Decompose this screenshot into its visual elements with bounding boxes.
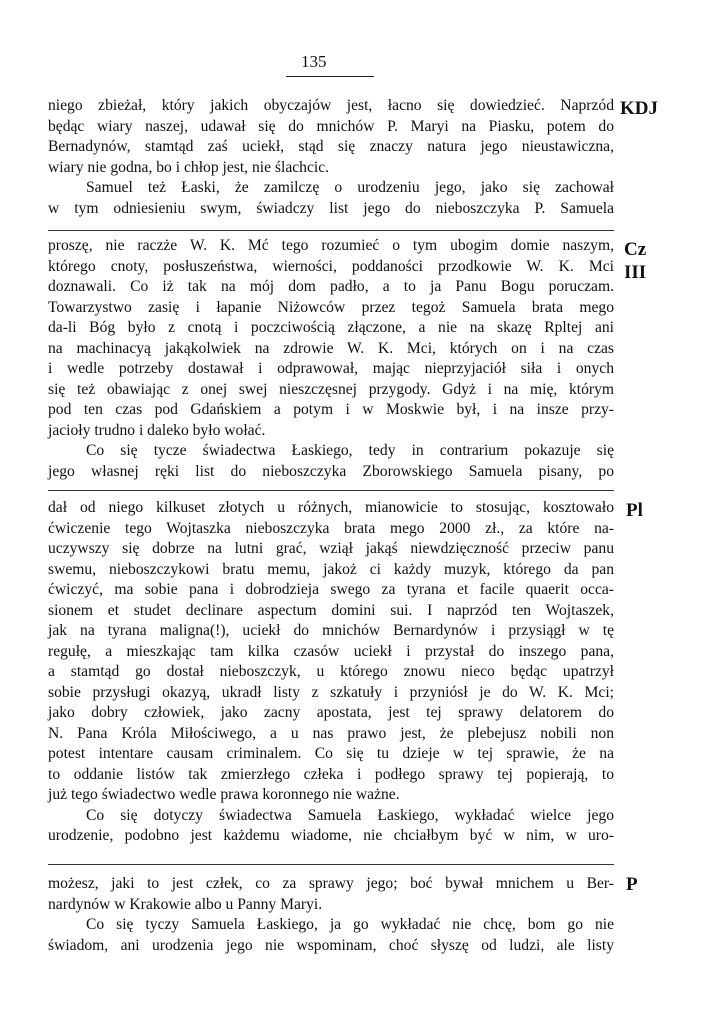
section-marker-cz-iii: Cz III — [624, 239, 647, 283]
text-line: Bernadynów, stamtąd zaś uciekł, stąd się znaczy natura jego nieustawiczna, — [48, 138, 614, 155]
text-line: i wedle potrzeby dostawał i odprawował, mając nieprzyjaciół siła i onych — [48, 360, 614, 377]
text-line: sobie przysługi okazyą, ukradł listy z szkatuły i przyniósł je do W. K. Mci; — [48, 683, 614, 701]
text-line: wiary nie godna, bo i chłop jest, nie ślachcic. — [48, 158, 330, 176]
text-line: N. Pana Króla Miłościwego, a u nas prawo jest, że plebejusz nobili non — [48, 724, 614, 742]
text-line: swemu, nieboszczykowi bratu memu, jakoż ci każdy muzyk, którego da pan — [48, 560, 614, 578]
section-marker-p: P — [626, 874, 638, 895]
section-p — [48, 874, 614, 956]
text-line: którego cnoty, posłuszeństwa, wierności, poddaności przodkowie W. K. Mci — [48, 257, 614, 275]
section-marker-pl: Pl — [626, 500, 643, 521]
text-line: to oddanie listów tak zmierzłego człeka i podłego sprawy tej popierają, to — [48, 765, 614, 783]
text-line: uczywszy się dobrze na lutni grać, wziął jakąś niewdzięczność przeciw panu — [48, 540, 614, 557]
text-line: w tym odniesieniu swym, świadczy list jego do nieboszczyka P. Samuela — [48, 199, 614, 217]
page-number: 135 — [301, 52, 327, 71]
text-line: świadom, ani urodzenia jego nie wspominam, choć słyszę od ludzi, ale listy — [48, 936, 614, 954]
text-line: pod ten czas pod Gdańskiem a potym i w Moskwie był, i na insze przy- — [48, 401, 614, 418]
text-line: Co się dotyczy świadectwa Samuela Łaskiego, wykładać wielce jego — [86, 806, 614, 824]
section-divider — [48, 490, 614, 491]
section-pl — [48, 498, 614, 847]
text-line: jego własnej ręki list do nieboszczyka Zborowskiego Samuela pisany, po — [48, 462, 614, 480]
text-line: Co się tyczy Samuela Łaskiego, ja go wykładać nie chcę, bom go nie — [86, 916, 614, 933]
section-marker-kdj: KDJ — [620, 98, 658, 119]
text-line: możesz, jaki to jest człek, co za sprawy jego; boć bywał mnichem u Ber- — [48, 875, 614, 892]
text-line: nardynów w Krakowie albo u Panny Maryi. — [48, 895, 323, 913]
text-line: urodzenie, podobno jest każdemu wiadome, nie chciałbym być w nim, w uro- — [48, 827, 614, 844]
text-line: Towarzystwo zasię i łapanie Niżowców przez tegoż Samuela brata mego — [48, 298, 614, 316]
text-line: Samuel też Łaski, że zamilczę o urodzeniu jego, jako się zachował — [86, 179, 614, 196]
section-kdj — [48, 96, 614, 219]
text-line: będąc wiary naszej, udawał się do mnichów P. Maryi na Piasku, potem do — [48, 117, 614, 135]
text-line: już tego świadectwo wedle prawa koronnego nie ważne. — [48, 786, 400, 803]
text-line: ćwiczyć, ma sobie pana i dobrodzieja swego za tyrana et facile quaerit occa- — [48, 581, 614, 598]
section-divider — [48, 864, 614, 865]
text-line: ćwiczenie tego Wojtaszka nieboszczyka brata mego 2000 zł., za które na- — [48, 519, 614, 537]
text-line: potest intentare causam criminalem. Co się tu dzieje w tej sprawie, że na — [48, 745, 614, 762]
text-line: proszę, nie raczże W. K. Mć tego rozumieć o tym ubogim domie naszym, — [48, 237, 614, 254]
text-line: sionem et studet declinare aspectum domini sui. I naprzód ten Wojtaszek, — [48, 601, 614, 619]
text-line: niego zbieżał, który jakich obyczajów jest, łacno się dowiedzieć. Naprzód — [48, 97, 614, 114]
page-number-underline — [286, 76, 374, 77]
text-line: da-li Bóg było z cnotą i poczciwością złączone, a nie na skazę Rpltej ani — [48, 319, 614, 336]
text-line: na machinacyą jakąkolwiek na zdrowie W. K. Mci, których on i na czas — [48, 339, 614, 357]
text-line: jacioły trudno i daleko było wołać. — [48, 421, 266, 439]
text-line: dał od niego kilkuset złotych u różnych, mianowicie to stosując, kosztowało — [48, 499, 614, 516]
text-line: się też obawiając z onej swej nieszczęsnej przygody. Gdyż i na mię, którym — [48, 380, 614, 398]
text-line: Co się tycze świadectwa Łaskiego, tedy in contrarium pokazuje się — [86, 442, 614, 459]
section-cz-iii — [48, 236, 614, 482]
text-line: regułę, a mieszkając tam kilka czasów uciekł i przystał do inszego pana, — [48, 642, 614, 660]
text-line: doznawali. Co iż tak na mój dom padło, a to ja Panu Bogu poruczam. — [48, 278, 614, 295]
text-line: jako dobry człowiek, jako zacny apostata, jest tej sprawy delatorem do — [48, 704, 614, 721]
section-divider — [48, 230, 614, 231]
text-line: a stamtąd go dostał nieboszczyk, u którego znowu nieco będąc upatrzył — [48, 663, 614, 680]
text-line: jak na tyrana maligna(!), uciekł do mnichów Bernardynów i przysiągł w tę — [48, 622, 614, 639]
